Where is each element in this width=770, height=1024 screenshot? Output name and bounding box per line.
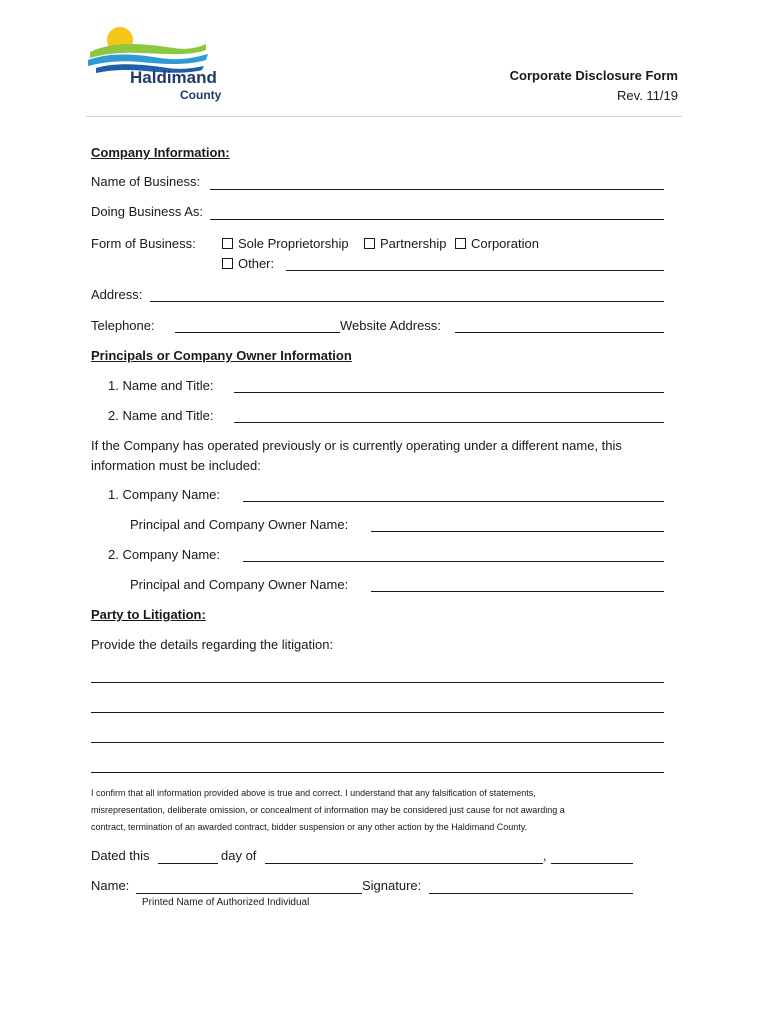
- previous-name-intro-line1: If the Company has operated previously or is currently operating under a different name, this: [91, 438, 622, 453]
- doing-business-as-field[interactable]: [210, 219, 664, 220]
- litigation-prompt: Provide the details regarding the litigation:: [91, 637, 334, 652]
- sole-proprietorship-checkbox[interactable]: [222, 238, 233, 249]
- partnership-checkbox[interactable]: [364, 238, 375, 249]
- confirmation-statement-line1: I confirm that all information provided above is true and correct. I understand that any falsification of statements,: [91, 788, 536, 798]
- form-of-business-label: Form of Business:: [91, 236, 196, 251]
- option-partnership[interactable]: [364, 236, 446, 251]
- form-title: Corporate Disclosure Form: [509, 68, 678, 83]
- logo-name-line1: Haldimand: [130, 68, 217, 87]
- form-revision: Rev. 11/19: [617, 88, 678, 103]
- option-other[interactable]: [222, 256, 274, 271]
- printed-name-caption: Printed Name of Authorized Individual: [142, 897, 310, 908]
- previous-owner-2-field[interactable]: [371, 591, 664, 592]
- business-name-label: Name of Business:: [91, 174, 201, 189]
- name-label: Name:: [91, 878, 130, 893]
- previous-owner-1-field[interactable]: [371, 531, 664, 532]
- other-label: Other:: [238, 256, 275, 271]
- litigation-details-line-4[interactable]: [91, 772, 664, 773]
- address-field[interactable]: [150, 301, 664, 302]
- previous-owner-1-label: Principal and Company Owner Name:: [130, 517, 349, 532]
- dated-year-field[interactable]: [551, 863, 633, 864]
- doing-business-as-label: Doing Business As:: [91, 204, 204, 219]
- previous-owner-2-label: Principal and Company Owner Name:: [130, 577, 349, 592]
- previous-company-1-field[interactable]: [243, 501, 664, 502]
- website-field[interactable]: [455, 332, 664, 333]
- litigation-details-line-1[interactable]: [91, 682, 664, 683]
- previous-company-1-label: 1. Company Name:: [108, 487, 220, 502]
- website-label: Website Address:: [340, 318, 441, 333]
- address-label: Address:: [91, 287, 143, 302]
- printed-name-field[interactable]: [136, 893, 362, 894]
- other-field[interactable]: [286, 270, 664, 271]
- haldimand-county-logo: [86, 26, 222, 106]
- company-info-heading: Company Information:: [91, 145, 230, 160]
- dated-month-field[interactable]: [265, 863, 543, 864]
- other-checkbox[interactable]: [222, 258, 233, 269]
- litigation-details-line-2[interactable]: [91, 712, 664, 713]
- dated-this-label: Dated this: [91, 848, 150, 863]
- principal-2-label: 2. Name and Title:: [108, 408, 214, 423]
- telephone-field[interactable]: [175, 332, 340, 333]
- previous-name-intro-line2: information must be included:: [91, 458, 261, 473]
- principal-1-field[interactable]: [234, 392, 664, 393]
- header-divider: [86, 116, 682, 117]
- signature-label: Signature:: [362, 878, 422, 893]
- corporation-checkbox[interactable]: [455, 238, 466, 249]
- principals-heading: Principals or Company Owner Information: [91, 348, 352, 363]
- signature-field[interactable]: [429, 893, 633, 894]
- corporation-label: Corporation: [471, 236, 539, 251]
- litigation-heading: Party to Litigation:: [91, 607, 206, 622]
- litigation-details-line-3[interactable]: [91, 742, 664, 743]
- logo-mark-icon: [86, 26, 211, 74]
- date-comma: ,: [543, 848, 547, 863]
- option-sole-proprietorship[interactable]: [222, 236, 349, 251]
- previous-company-2-label: 2. Company Name:: [108, 547, 220, 562]
- dated-day-field[interactable]: [158, 863, 218, 864]
- partnership-label: Partnership: [380, 236, 447, 251]
- principal-2-field[interactable]: [234, 422, 664, 423]
- sole-proprietorship-label: Sole Proprietorship: [238, 236, 349, 251]
- logo-name-line2: County: [180, 88, 222, 102]
- day-of-label: day of: [221, 848, 257, 863]
- confirmation-statement-line3: contract, termination of an awarded contract, bidder suspension or any other action by the Haldimand County.: [91, 822, 528, 832]
- confirmation-statement-line2: misrepresentation, deliberate omission, or concealment of information may be considered just cause for not awarding a: [91, 805, 565, 815]
- telephone-label: Telephone:: [91, 318, 155, 333]
- option-corporation[interactable]: [455, 236, 539, 251]
- principal-1-label: 1. Name and Title:: [108, 378, 214, 393]
- previous-company-2-field[interactable]: [243, 561, 664, 562]
- business-name-field[interactable]: [210, 189, 664, 190]
